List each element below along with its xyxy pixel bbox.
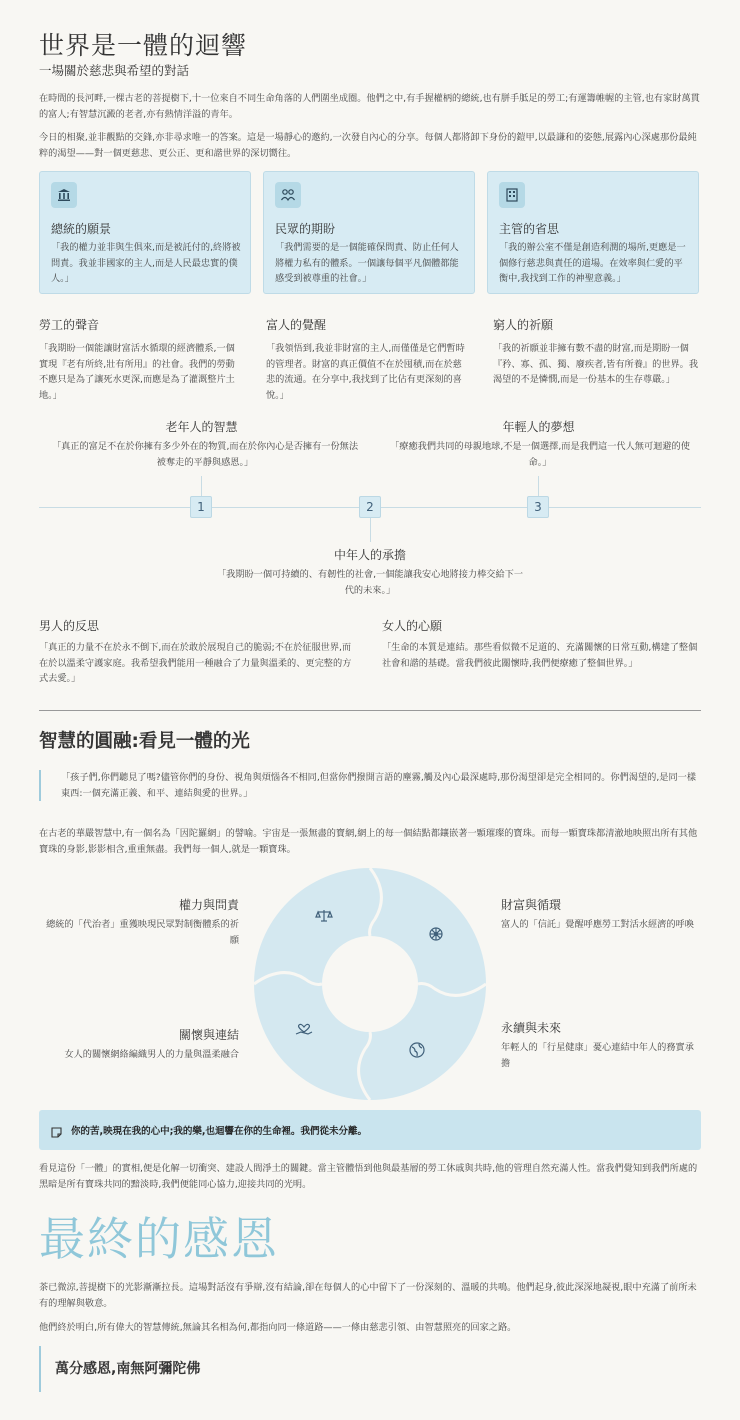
wheel-text-power: 總統的「代治者」重獲映現民眾對制衡體系的祈願 (46, 919, 239, 946)
wheel-label-future: 永續與未來 (501, 1021, 562, 1035)
card-manager (487, 171, 699, 294)
wisdom-quote: 「孩子們,你們聽見了嗎?儘管你們的身份、視角與煩惱各不相同,但當你們撥開言語的塵霧,觸及內心最深處時,那份渴望卻是完全相同的。你們渴望的,是同一樣東西:一個充滿正義、和平、連結與愛的世界。」 (39, 770, 701, 801)
intro-paragraph-1: 在時間的長河畔,一棵古老的菩提樹下,十一位來自不同生命角落的人們圍坐成圈。他們之中,有手握權柄的總統,也有胼手胝足的勞工;有運籌帷幄的主管,也有家財萬貫的富人;有智慧沉澱的老者,亦有熱情洋溢的青年。 (39, 93, 700, 120)
card-public (263, 171, 475, 294)
voice-quote-woman: 「生命的本質是連結。那些看似微不足道的、充滿關懷的日常互動,構建了整個社會和諧的基礎。當我們彼此關懷時,我們便療癒了整個世界。」 (382, 642, 698, 669)
people-group-icon (275, 182, 301, 208)
timeline-title-middle: 中年人的承擔 (333, 548, 406, 562)
final-blessing: 萬分感恩,南無阿彌陀佛 (39, 1346, 701, 1392)
timeline-connector (201, 476, 202, 496)
office-building-icon (499, 182, 525, 208)
gratitude-paragraph-2: 他們終於明白,所有偉大的智慧傳統,無論其名相為何,都指向同一條道路——一條由慈悲引領、由智慧照亮的回家之路。 (39, 1322, 517, 1333)
intro-paragraph-2: 今日的相聚,並非觀點的交鋒,亦非尋求唯一的答案。這是一場靜心的邀約,一次發自內心的分享。每個人都將卸下身份的鎧甲,以最謙和的姿態,展露內心深處那份最純粹的渴望——對一個更慈悲、更公正、更和諧世界的深切嚮往。 (39, 132, 697, 159)
wisdom-paragraph: 在古老的華嚴智慧中,有一個名為「因陀羅網」的譬喻。宇宙是一張無盡的寶網,網上的每一個結點都鑲嵌著一顆璀璨的寶珠。而每一顆寶珠都清澈地映照出所有其他寶珠的身影,影影相含,重重無盡。我們每一個人,就是一顆寶珠。 (39, 828, 698, 855)
card-quote: 「我的辦公室不僅是創造利潤的場所,更應是一個修行慈悲與責任的道場。在效率與仁愛的平衡中,我找到工作的神聖意義。」 (499, 242, 686, 284)
wheel-text-future: 年輕人的「行星健康」憂心連結中年人的務實承擔 (501, 1042, 694, 1069)
card-president (39, 171, 251, 294)
voice-title-poor: 窮人的祈願 (493, 318, 554, 332)
timeline-title-elder: 老年人的智慧 (165, 420, 238, 434)
unity-wheel (250, 864, 490, 1104)
voice-title-man: 男人的反思 (39, 619, 100, 633)
voice-quote-poor: 「我的祈願並非擁有數不盡的財富,而是期盼一個『矜、寡、孤、獨、廢疾者,皆有所養』的世界。我渴望的不是憐憫,而是一份基本的生存尊嚴。」 (493, 343, 699, 385)
wheel-text-wealth: 富人的「信託」覺醒呼應勞工對活水經濟的呼喚 (501, 919, 694, 930)
timeline-node-2: 2 (359, 496, 381, 518)
timeline-node-1: 1 (190, 496, 212, 518)
callout-text: 你的苦,映現在我的心中;我的樂,也迴響在你的生命裡。我們從未分離。 (71, 1126, 368, 1137)
wheel-icon (430, 928, 442, 940)
card-title: 主管的省思 (499, 222, 560, 236)
government-building-icon (51, 182, 77, 208)
voice-title-worker: 勞工的聲音 (39, 318, 100, 332)
timeline-quote-elder: 「真正的富足不在於你擁有多少外在的物質,而在於你內心是否擁有一份無法被奪走的平靜與感恩。」 (51, 441, 359, 468)
voice-title-rich: 富人的覺醒 (266, 318, 327, 332)
wheel-label-wealth: 財富與循環 (501, 898, 562, 912)
highlight-callout (39, 1110, 701, 1150)
note-icon (51, 1123, 62, 1142)
timeline-connector (370, 518, 371, 542)
timeline-quote-middle: 「我期盼一個可持續的、有韌性的社會,一個能讓我安心地將接力棒交給下一代的未來。」 (216, 569, 524, 596)
voice-quote-rich: 「我領悟到,我並非財富的主人,而僅僅是它們暫時的管理者。財富的真正價值不在於囤積,而在於慈悲的流通。在分享中,我找到了比佔有更深刻的喜悅。」 (266, 343, 465, 401)
wheel-text-care: 女人的關懷網絡編織男人的力量與溫柔融合 (64, 1049, 239, 1060)
wheel-label-power: 權力與問責 (178, 898, 239, 912)
voice-title-woman: 女人的心願 (382, 619, 443, 633)
gratitude-paragraph-1: 茶已微涼,菩提樹下的光影漸漸拉長。這場對話沒有爭辯,沒有結論,卻在每個人的心中留下了一份深刻的、溫暖的共鳴。他們起身,彼此深深地凝視,眼中充滿了前所未有的理解與敬意。 (39, 1282, 697, 1309)
timeline-connector (538, 476, 539, 496)
timeline-title-youth: 年輕人的夢想 (502, 420, 575, 434)
page-title: 世界是一體的迴響 (39, 31, 248, 60)
closing-paragraph: 看見這份「一體」的實相,便是化解一切衝突、建設人間淨土的關鍵。當主管體悟到他與最基層的勞工休戚與共時,他的管理自然充滿人性。當我們覺知到我們所處的黑暗是所有寶珠共同的黯淡時,我們便能同心協力,迎接共同的光明。 (39, 1163, 698, 1190)
voice-quote-worker: 「我期盼一個能讓財富活水循環的經濟體系,一個實現『老有所終,壯有所用』的社會。我們的勞動不應只是為了讓死水更深,而應是為了灌溉整片土地。」 (39, 343, 235, 401)
voice-quote-man: 「真正的力量不在於永不倒下,而在於敢於展現自己的脆弱;不在於征服世界,而在於以溫柔守護家庭。我希望我們能用一種融合了力量與溫柔的、更完整的方式去愛。」 (39, 642, 352, 684)
card-title: 總統的願景 (51, 222, 112, 236)
page-subtitle: 一場關於慈悲與希望的對話 (39, 63, 190, 78)
card-quote: 「我們需要的是一個能確保問責、防止任何人將權力私有的體系。一個讓每個平凡個體都能感受到被尊重的社會。」 (275, 242, 459, 284)
card-title: 民眾的期盼 (275, 222, 336, 236)
wheel-label-care: 關懷與連結 (178, 1028, 239, 1042)
timeline-quote-youth: 「療癒我們共同的母親地球,不是一個選擇,而是我們這一代人無可迴避的使命。」 (390, 441, 690, 468)
section-divider (39, 710, 701, 711)
gratitude-title: 最終的感恩 (39, 1212, 279, 1266)
section-title-wisdom: 智慧的圓融:看見一體的光 (39, 731, 250, 752)
card-quote: 「我的權力並非與生俱來,而是被託付的,終將被問責。我並非國家的主人,而是人民最忠實的僕人。」 (51, 242, 241, 284)
timeline-node-3: 3 (527, 496, 549, 518)
